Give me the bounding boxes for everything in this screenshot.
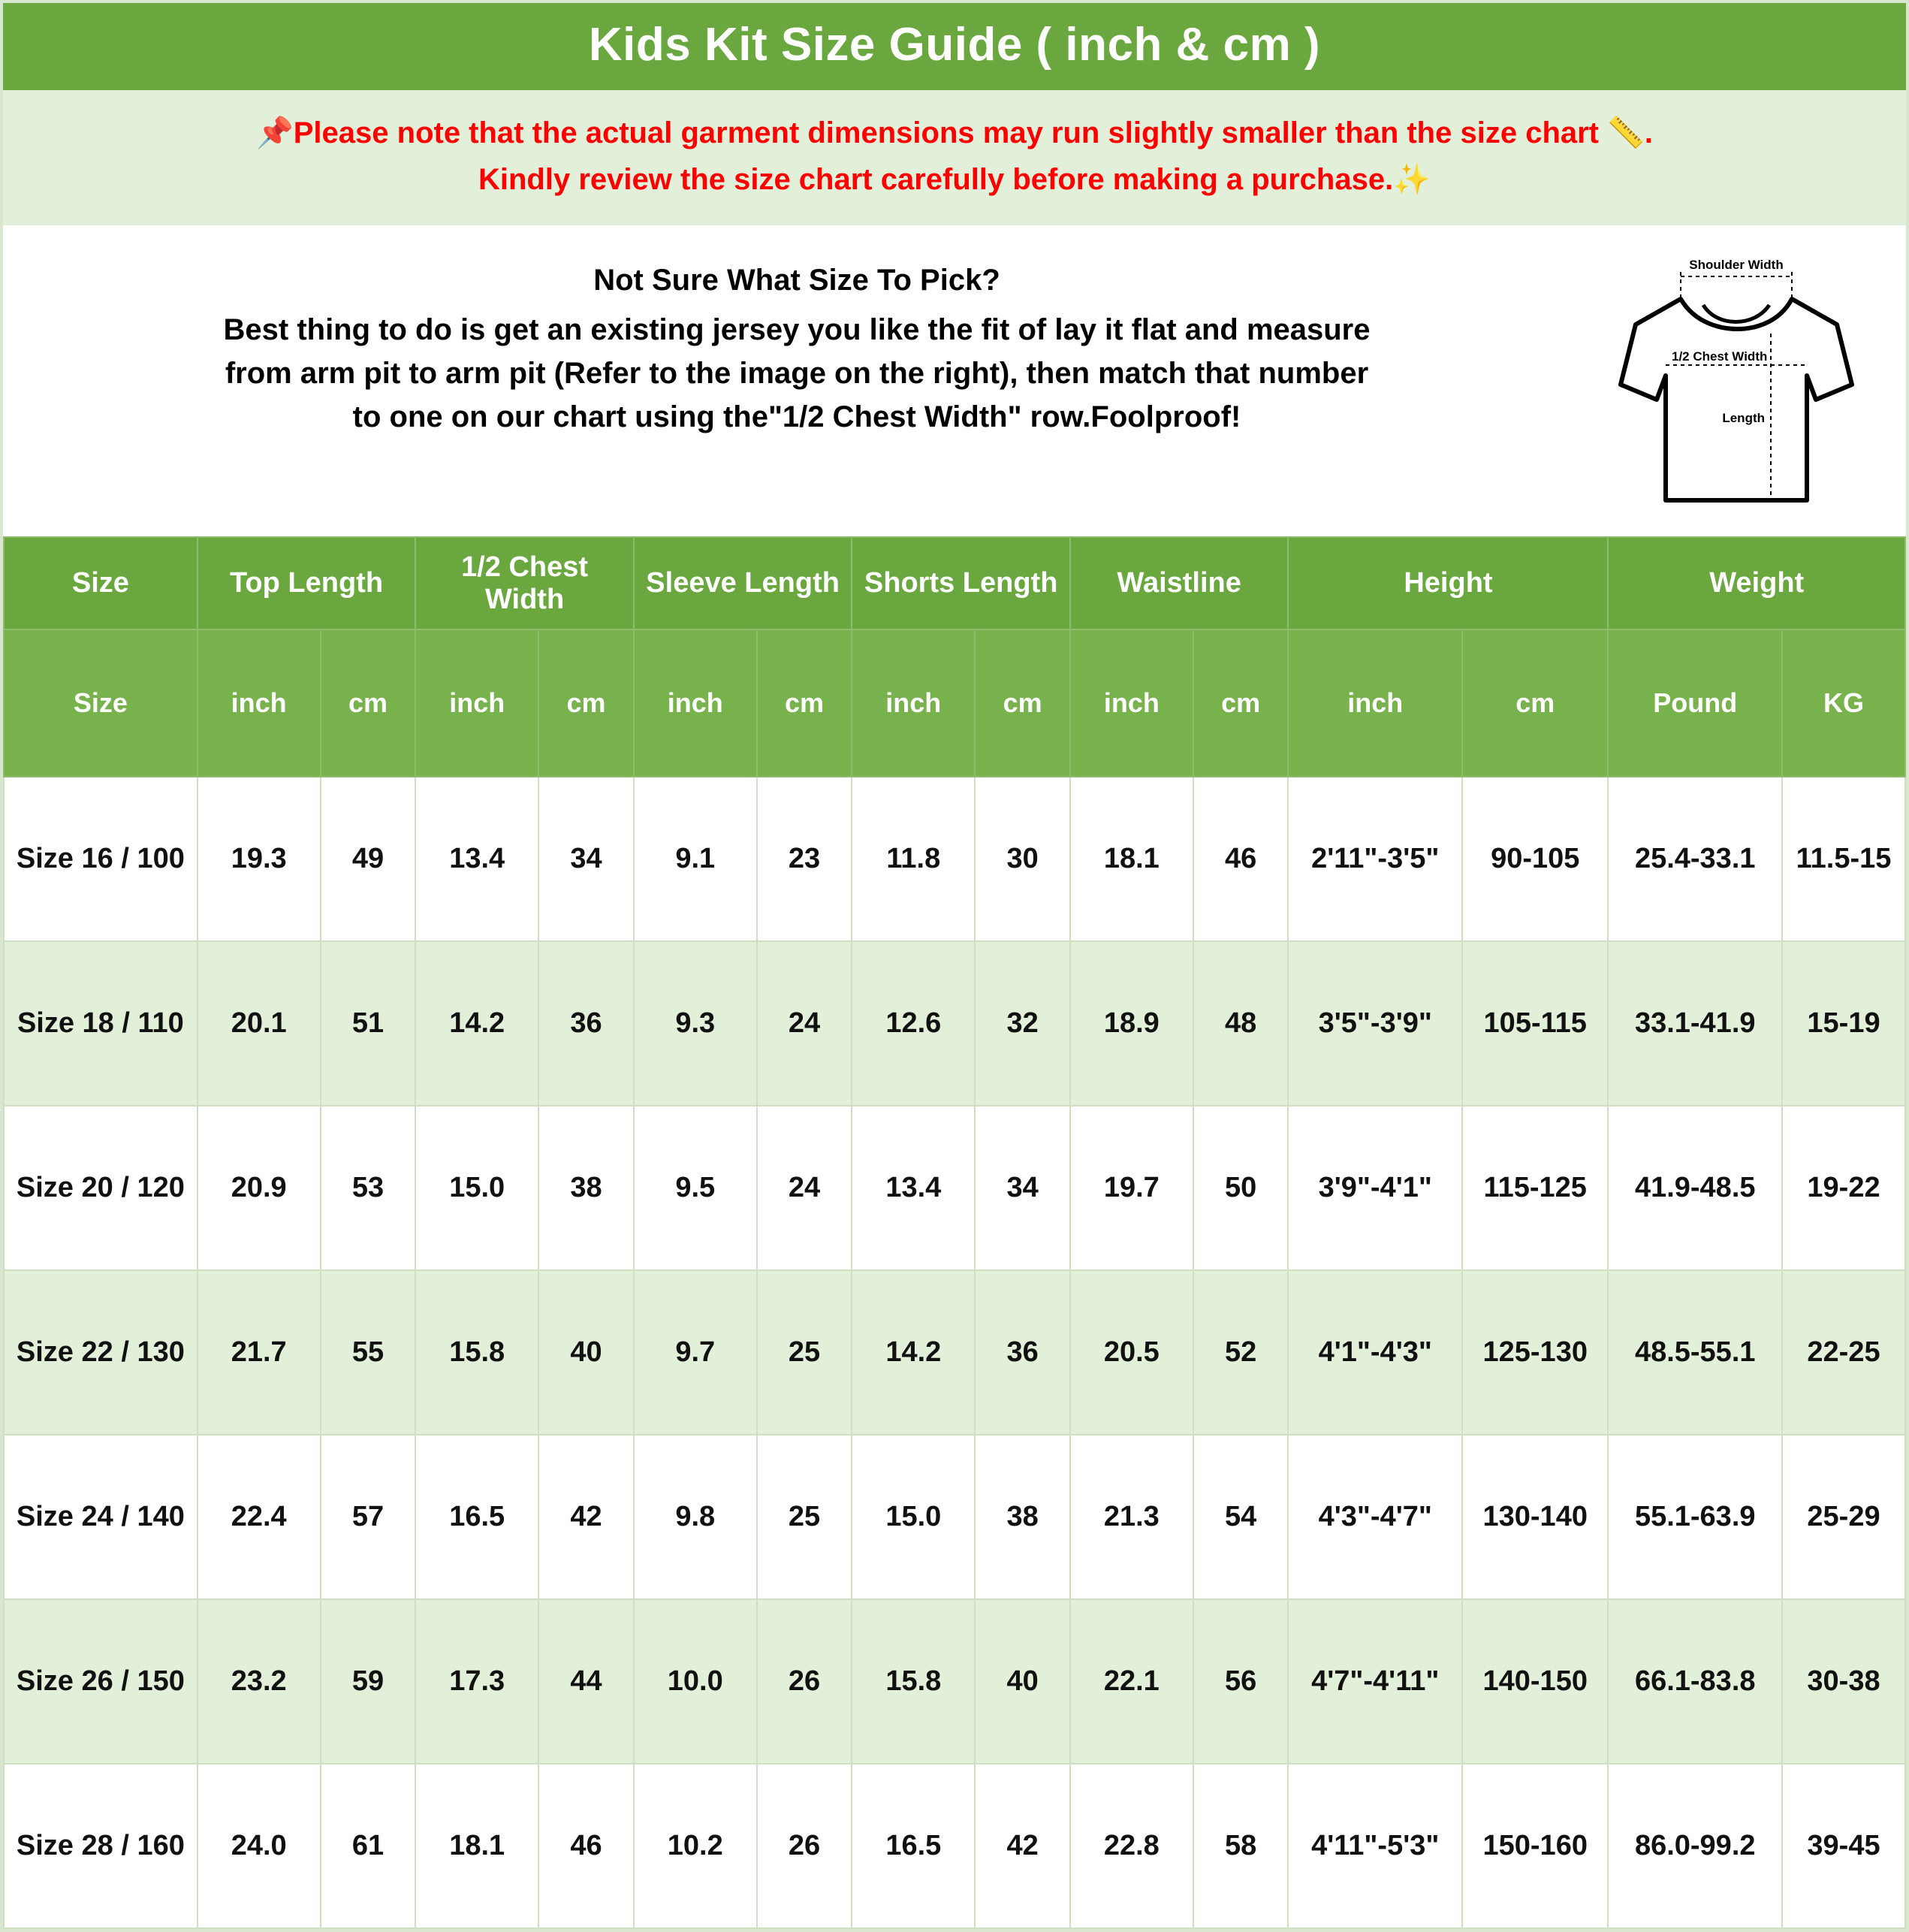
cell-shorts-cm: 32 bbox=[975, 941, 1070, 1106]
cell-chest-cm: 42 bbox=[538, 1435, 634, 1599]
cell-height-cm: 125-130 bbox=[1462, 1270, 1608, 1435]
cell-sleeve-cm: 26 bbox=[757, 1764, 852, 1928]
label-shoulder-width: Shoulder Width bbox=[1689, 258, 1784, 273]
cell-weight-pound: 33.1-41.9 bbox=[1608, 941, 1782, 1106]
cell-shorts-inch: 15.8 bbox=[852, 1599, 975, 1764]
cell-waist-cm: 52 bbox=[1193, 1270, 1289, 1435]
cell-sleeve-cm: 26 bbox=[757, 1599, 852, 1764]
cell-sleeve-inch: 10.0 bbox=[634, 1599, 757, 1764]
cell-chest-cm: 34 bbox=[538, 777, 634, 941]
cell-height-inch: 4'7"-4'11" bbox=[1288, 1599, 1462, 1764]
cell-top-length-cm: 51 bbox=[321, 941, 416, 1106]
cell-weight-kg: 39-45 bbox=[1782, 1764, 1905, 1928]
cell-waist-cm: 58 bbox=[1193, 1764, 1289, 1928]
cell-shorts-inch: 12.6 bbox=[852, 941, 975, 1106]
table-header-row-units bbox=[4, 629, 1905, 777]
cell-sleeve-cm: 24 bbox=[757, 941, 852, 1106]
sizing-help-line-3: to one on our chart using the"1/2 Chest Width" row.Foolproof! bbox=[352, 400, 1241, 434]
cell-top-length-inch: 19.3 bbox=[198, 777, 321, 941]
cell-sleeve-cm: 25 bbox=[757, 1270, 852, 1435]
cell-waist-cm: 46 bbox=[1193, 777, 1289, 941]
unit-header-waist-inch: inch bbox=[1070, 629, 1193, 777]
cell-top-length-cm: 61 bbox=[321, 1764, 416, 1928]
cell-top-length-inch: 20.9 bbox=[198, 1106, 321, 1270]
cell-height-cm: 130-140 bbox=[1462, 1435, 1608, 1599]
unit-header-chest-cm: cm bbox=[538, 629, 634, 777]
cell-chest-inch: 15.8 bbox=[415, 1270, 538, 1435]
unit-header-size: Size bbox=[4, 629, 198, 777]
cell-height-cm: 150-160 bbox=[1462, 1764, 1608, 1928]
table-row bbox=[4, 1270, 1905, 1435]
cell-top-length-cm: 49 bbox=[321, 777, 416, 941]
unit-header-weight-pound: Pound bbox=[1608, 629, 1782, 777]
table-row bbox=[4, 1599, 1905, 1764]
cell-shorts-cm: 38 bbox=[975, 1435, 1070, 1599]
cell-shorts-inch: 11.8 bbox=[852, 777, 975, 941]
cell-weight-pound: 55.1-63.9 bbox=[1608, 1435, 1782, 1599]
cell-shorts-cm: 34 bbox=[975, 1106, 1070, 1270]
unit-header-top-length-cm: cm bbox=[321, 629, 416, 777]
cell-sleeve-inch: 10.2 bbox=[634, 1764, 757, 1928]
sizing-help-question: Not Sure What Size To Pick? bbox=[593, 264, 1000, 297]
table-row bbox=[4, 1764, 1905, 1928]
cell-shorts-cm: 36 bbox=[975, 1270, 1070, 1435]
cell-weight-pound: 48.5-55.1 bbox=[1608, 1270, 1782, 1435]
cell-weight-kg: 15-19 bbox=[1782, 941, 1905, 1106]
cell-top-length-cm: 57 bbox=[321, 1435, 416, 1599]
cell-size: Size 26 / 150 bbox=[4, 1599, 198, 1764]
cell-size: Size 28 / 160 bbox=[4, 1764, 198, 1928]
cell-weight-pound: 25.4-33.1 bbox=[1608, 777, 1782, 941]
sizing-help-section bbox=[3, 225, 1906, 536]
cell-height-cm: 90-105 bbox=[1462, 777, 1608, 941]
unit-header-height-cm: cm bbox=[1462, 629, 1608, 777]
cell-weight-kg: 11.5-15 bbox=[1782, 777, 1905, 941]
cell-chest-cm: 44 bbox=[538, 1599, 634, 1764]
cell-height-inch: 4'1"-4'3" bbox=[1288, 1270, 1462, 1435]
cell-waist-inch: 19.7 bbox=[1070, 1106, 1193, 1270]
cell-waist-inch: 21.3 bbox=[1070, 1435, 1193, 1599]
cell-weight-pound: 66.1-83.8 bbox=[1608, 1599, 1782, 1764]
cell-weight-kg: 19-22 bbox=[1782, 1106, 1905, 1270]
cell-shorts-cm: 40 bbox=[975, 1599, 1070, 1764]
notice-line-1: 📌Please note that the actual garment dimensions may run slightly smaller than the size chart 📏. bbox=[255, 116, 1654, 150]
cell-sleeve-inch: 9.7 bbox=[634, 1270, 757, 1435]
notice-banner bbox=[3, 90, 1906, 225]
cell-waist-cm: 54 bbox=[1193, 1435, 1289, 1599]
sizing-help-line-2: from arm pit to arm pit (Refer to the image on the right), then match that number bbox=[225, 357, 1369, 391]
cell-sleeve-inch: 9.8 bbox=[634, 1435, 757, 1599]
cell-sleeve-inch: 9.1 bbox=[634, 777, 757, 941]
cell-top-length-inch: 20.1 bbox=[198, 941, 321, 1106]
cell-chest-cm: 36 bbox=[538, 941, 634, 1106]
cell-chest-inch: 16.5 bbox=[415, 1435, 538, 1599]
cell-chest-inch: 17.3 bbox=[415, 1599, 538, 1764]
cell-chest-inch: 15.0 bbox=[415, 1106, 538, 1270]
notice-line-2: Kindly review the size chart carefully before making a purchase.✨ bbox=[478, 163, 1431, 197]
cell-weight-pound: 86.0-99.2 bbox=[1608, 1764, 1782, 1928]
sizing-help-text bbox=[18, 245, 1576, 439]
cell-weight-kg: 25-29 bbox=[1782, 1435, 1905, 1599]
cell-size: Size 22 / 130 bbox=[4, 1270, 198, 1435]
cell-chest-cm: 46 bbox=[538, 1764, 634, 1928]
unit-header-shorts-cm: cm bbox=[975, 629, 1070, 777]
table-row bbox=[4, 941, 1905, 1106]
cell-chest-inch: 14.2 bbox=[415, 941, 538, 1106]
col-header-height: Height bbox=[1288, 537, 1608, 629]
table-header-row-groups bbox=[4, 537, 1905, 629]
col-header-top-length: Top Length bbox=[198, 537, 416, 629]
cell-top-length-cm: 59 bbox=[321, 1599, 416, 1764]
label-half-chest-width: 1/2 Chest Width bbox=[1672, 349, 1768, 364]
cell-chest-cm: 40 bbox=[538, 1270, 634, 1435]
cell-weight-pound: 41.9-48.5 bbox=[1608, 1106, 1782, 1270]
cell-top-length-inch: 23.2 bbox=[198, 1599, 321, 1764]
cell-chest-inch: 18.1 bbox=[415, 1764, 538, 1928]
unit-header-shorts-inch: inch bbox=[852, 629, 975, 777]
cell-height-inch: 3'9"-4'1" bbox=[1288, 1106, 1462, 1270]
cell-shorts-inch: 13.4 bbox=[852, 1106, 975, 1270]
cell-waist-inch: 18.9 bbox=[1070, 941, 1193, 1106]
cell-waist-inch: 22.1 bbox=[1070, 1599, 1193, 1764]
cell-height-inch: 4'3"-4'7" bbox=[1288, 1435, 1462, 1599]
cell-shorts-cm: 30 bbox=[975, 777, 1070, 941]
unit-header-height-inch: inch bbox=[1288, 629, 1462, 777]
cell-sleeve-cm: 25 bbox=[757, 1435, 852, 1599]
cell-waist-cm: 56 bbox=[1193, 1599, 1289, 1764]
col-header-size: Size bbox=[4, 537, 198, 629]
unit-header-waist-cm: cm bbox=[1193, 629, 1289, 777]
cell-chest-cm: 38 bbox=[538, 1106, 634, 1270]
table-row bbox=[4, 1435, 1905, 1599]
unit-header-chest-inch: inch bbox=[415, 629, 538, 777]
unit-header-top-length-inch: inch bbox=[198, 629, 321, 777]
cell-size: Size 24 / 140 bbox=[4, 1435, 198, 1599]
tshirt-diagram bbox=[1576, 245, 1891, 523]
page-title: Kids Kit Size Guide ( inch & cm ) bbox=[3, 3, 1906, 90]
cell-height-inch: 4'11"-5'3" bbox=[1288, 1764, 1462, 1928]
cell-chest-inch: 13.4 bbox=[415, 777, 538, 941]
cell-height-inch: 3'5"-3'9" bbox=[1288, 941, 1462, 1106]
cell-size: Size 16 / 100 bbox=[4, 777, 198, 941]
sizing-help-line-1: Best thing to do is get an existing jersey you like the fit of lay it flat and measure bbox=[223, 313, 1371, 347]
col-header-shorts-length: Shorts Length bbox=[852, 537, 1070, 629]
cell-size: Size 18 / 110 bbox=[4, 941, 198, 1106]
table-group-header bbox=[4, 537, 1905, 629]
cell-sleeve-cm: 24 bbox=[757, 1106, 852, 1270]
table-row bbox=[4, 1106, 1905, 1270]
cell-height-cm: 140-150 bbox=[1462, 1599, 1608, 1764]
cell-top-length-cm: 55 bbox=[321, 1270, 416, 1435]
col-header-sleeve-length: Sleeve Length bbox=[634, 537, 852, 629]
cell-height-cm: 115-125 bbox=[1462, 1106, 1608, 1270]
cell-waist-inch: 18.1 bbox=[1070, 777, 1193, 941]
col-header-half-chest-width: 1/2 Chest Width bbox=[415, 537, 634, 629]
cell-sleeve-inch: 9.3 bbox=[634, 941, 757, 1106]
cell-shorts-inch: 15.0 bbox=[852, 1435, 975, 1599]
cell-weight-kg: 22-25 bbox=[1782, 1270, 1905, 1435]
table-row bbox=[4, 777, 1905, 941]
unit-header-weight-kg: KG bbox=[1782, 629, 1905, 777]
cell-waist-inch: 20.5 bbox=[1070, 1270, 1193, 1435]
cell-shorts-cm: 42 bbox=[975, 1764, 1070, 1928]
cell-waist-cm: 48 bbox=[1193, 941, 1289, 1106]
label-length: Length bbox=[1722, 411, 1765, 426]
cell-waist-inch: 22.8 bbox=[1070, 1764, 1193, 1928]
cell-weight-kg: 30-38 bbox=[1782, 1599, 1905, 1764]
cell-sleeve-cm: 23 bbox=[757, 777, 852, 941]
cell-waist-cm: 50 bbox=[1193, 1106, 1289, 1270]
col-header-waistline: Waistline bbox=[1070, 537, 1289, 629]
unit-header-sleeve-inch: inch bbox=[634, 629, 757, 777]
tshirt-measurement-icon bbox=[1591, 252, 1876, 523]
cell-top-length-cm: 53 bbox=[321, 1106, 416, 1270]
cell-top-length-inch: 21.7 bbox=[198, 1270, 321, 1435]
cell-shorts-inch: 14.2 bbox=[852, 1270, 975, 1435]
cell-top-length-inch: 22.4 bbox=[198, 1435, 321, 1599]
unit-header-sleeve-cm: cm bbox=[757, 629, 852, 777]
col-header-weight: Weight bbox=[1608, 537, 1905, 629]
cell-sleeve-inch: 9.5 bbox=[634, 1106, 757, 1270]
cell-height-inch: 2'11"-3'5" bbox=[1288, 777, 1462, 941]
size-chart-table bbox=[3, 536, 1906, 1929]
cell-shorts-inch: 16.5 bbox=[852, 1764, 975, 1928]
table-unit-header bbox=[4, 629, 1905, 777]
cell-size: Size 20 / 120 bbox=[4, 1106, 198, 1270]
table-body bbox=[4, 777, 1905, 1928]
cell-top-length-inch: 24.0 bbox=[198, 1764, 321, 1928]
cell-height-cm: 105-115 bbox=[1462, 941, 1608, 1106]
